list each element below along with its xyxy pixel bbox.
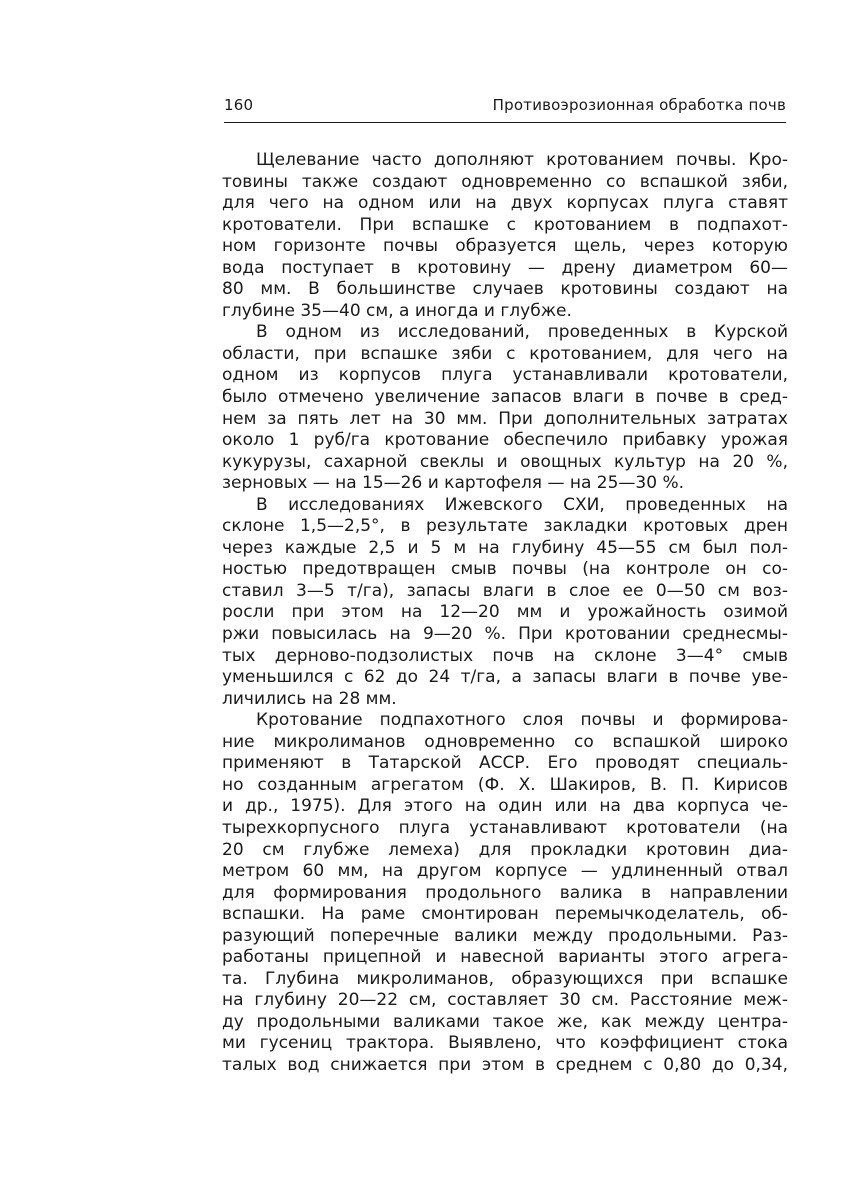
body-text [222,150,788,1077]
text-line: кротователи. При вспашке с кротованием в подпахот- [222,214,788,235]
running-title: Противоэрозионная обработка почв [492,96,786,114]
text-line: для чего на одном или на двух корпусах плуга ставят [222,193,788,214]
text-line: около 1 руб/га кротование обеспечило прибавку урожая [222,430,788,451]
text-line: личились на 28 мм. [222,688,397,709]
text-line: В одном из исследований, проведенных в Курской [256,322,788,343]
text-line: метром 60 мм, на другом корпусе — удлиненный отвал [222,861,788,882]
text-line: применяют в Татарской АССР. Его проводят специаль- [222,753,788,774]
text-line: В исследованиях Ижевского СХИ, проведенных на [256,494,788,515]
text-line: ду продольными валиками такое же, как между центра- [222,1011,788,1032]
text-line: ном горизонте почвы образуется щель, через которую [222,236,788,257]
text-line: но созданным агрегатом (Ф. Х. Шакиров, В. П. Кирисов [222,774,788,795]
text-line: товины также создают одновременно со вспашкой зяби, [222,171,788,192]
text-line: 80 мм. В большинстве случаев кротовины создают на [222,279,788,300]
text-line: росли при этом на 12—20 мм и урожайность озимой [222,602,788,623]
text-line: склоне 1,5—2,5°, в результате закладки кротовых дрен [222,516,788,537]
text-line: на глубину 20—22 см, составляет 30 см. Расстояние меж- [222,990,788,1011]
text-line: работаны прицепной и навесной варианты этого агрега- [222,947,788,968]
text-line: через каждые 2,5 и 5 м на глубину 45—55 см был пол- [222,537,788,558]
text-line: области, при вспашке зяби с кротованием, для чего на [222,343,788,364]
text-line: глубине 35—40 см, а иногда и глубже. [222,300,572,321]
page-header [224,96,786,123]
text-line: зерновых — на 15—26 и картофеля — на 25—30 %. [222,473,685,494]
text-line: одном из корпусов плуга устанавливали кротователи, [222,365,788,386]
text-line: вода поступает в кротовину — дрену диаметром 60— [222,257,788,278]
text-line: нем за пять лет на 30 мм. При дополнительных затратах [222,408,788,429]
text-line: кукурузы, сахарной свеклы и овощных культур на 20 %, [222,451,788,472]
text-line: ставил 3—5 т/га), запасы влаги в слое ее 0—50 см воз- [222,580,788,601]
text-line: ние микролиманов одновременно со вспашкой широко [222,731,788,752]
text-line: для формирования продольного валика в направлении [222,882,788,903]
text-line: ми гусениц трактора. Выявлено, что коэффициент стока [222,1033,788,1054]
text-line: тых дерново-подзолистых почв на склоне 3—4° смыв [222,645,788,666]
text-line: было отмечено увеличение запасов влаги в почве в сред- [222,387,788,408]
text-line: тырехкорпусного плуга устанавливают кротователи (на [222,817,788,838]
text-line: талых вод снижается при этом в среднем с 0,80 до 0,34, [222,1054,788,1075]
text-line: уменьшился с 62 до 24 т/га, а запасы влаги в почве уве- [222,667,788,688]
text-line: Кротование подпахотного слоя почвы и формирова- [256,710,788,731]
text-line: разующий поперечные валики между продольными. Раз- [222,925,788,946]
page-number: 160 [224,96,254,114]
text-line: та. Глубина микролиманов, образующихся при вспашке [222,968,788,989]
text-line: вспашки. На раме смонтирован перемычкоделатель, об- [222,904,788,925]
text-line: и др., 1975). Для этого на один или на два корпуса че- [222,796,788,817]
text-line: Щелевание часто дополняют кротованием почвы. Кро- [256,150,788,170]
text-line: ржи повысилась на 9—20 %. При кротовании среднесмы- [222,624,788,645]
text-line: ностью предотвращен смыв почвы (на контроле он со- [222,559,788,580]
text-line: 20 см глубже лемеха) для прокладки кротовин диа- [222,839,788,860]
